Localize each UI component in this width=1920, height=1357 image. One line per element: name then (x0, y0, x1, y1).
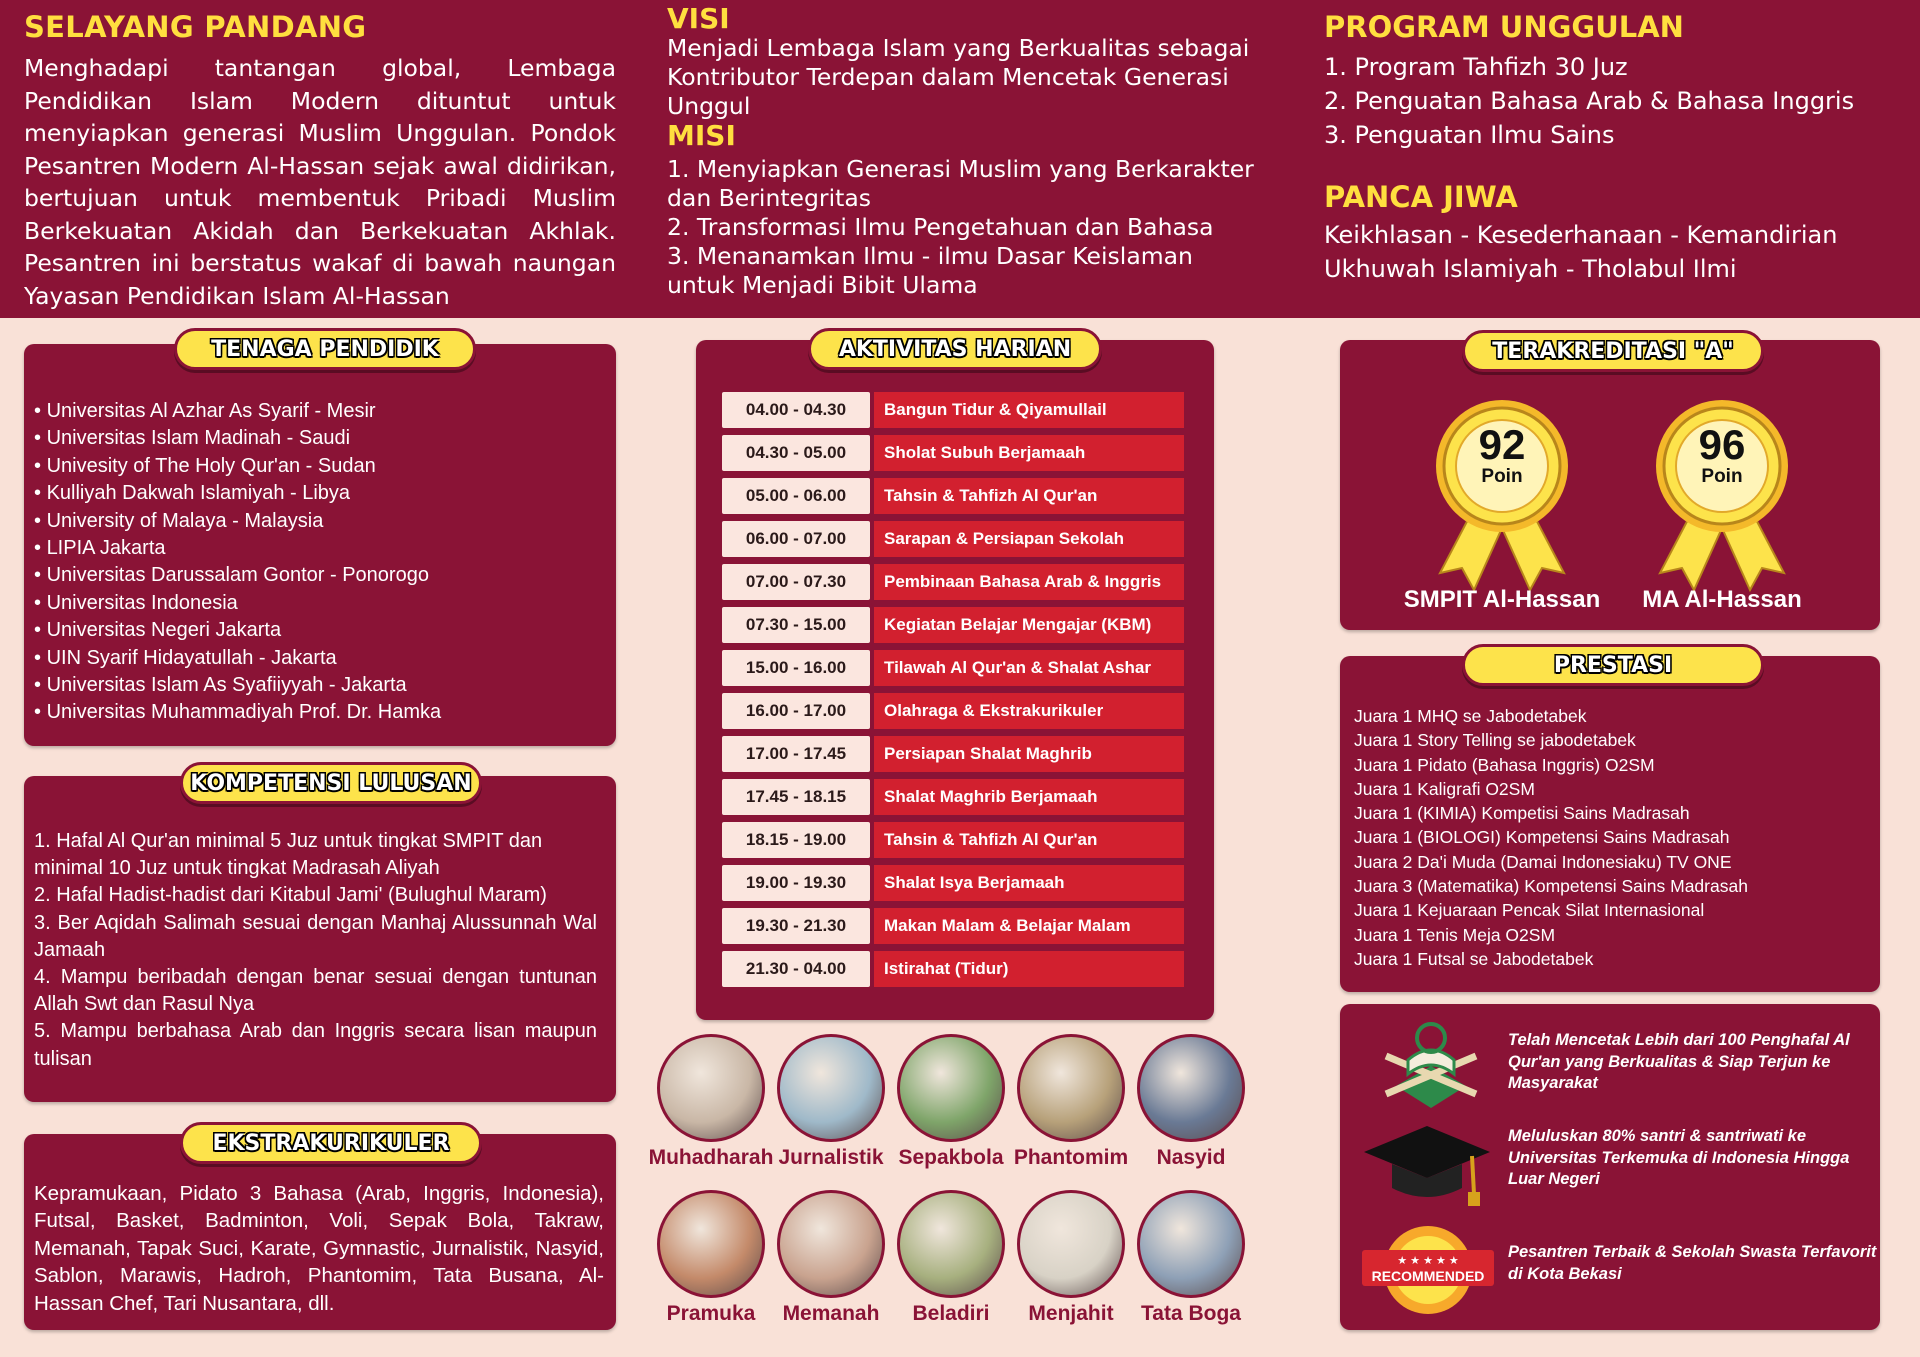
activity-photo (1006, 1190, 1136, 1326)
list-item: Juara 2 Da'i Muda (Damai Indonesiaku) TV ONE (1354, 851, 1732, 872)
schedule-time: 06.00 - 07.00 (722, 521, 870, 557)
activity-photo (1126, 1190, 1256, 1326)
schedule-row (722, 521, 1184, 557)
schedule-activity: Tahsin & Tahfizh Al Qur'an (874, 822, 1184, 858)
photo-label: Muhadharah (648, 1146, 774, 1169)
score-badge (1422, 398, 1582, 608)
photo-label: Memanah (782, 1302, 880, 1325)
schedule-activity: Sarapan & Persiapan Sekolah (874, 521, 1184, 557)
list-item: • Univesity of The Holy Qur'an - Sudan (34, 453, 441, 480)
kompetensi-item: 1. Hafal Al Qur'an minimal 5 Juz untuk tingkat SMPIT dan minimal 10 Juz untuk tingkat Madrasah Aliyah (34, 830, 543, 880)
list-item: • Universitas Darussalam Gontor - Ponorogo (34, 562, 441, 589)
misi-item: 2. Transformasi Ilmu Pengetahuan dan Bahasa (667, 213, 1214, 241)
score-value: 92 (1478, 421, 1526, 468)
schedule-time: 18.15 - 19.00 (722, 822, 870, 858)
list-item: • Universitas Muhammadiyah Prof. Dr. Hamka (34, 699, 441, 726)
list-item: Juara 1 MHQ se Jabodetabek (1354, 706, 1587, 726)
schedule-time: 07.30 - 15.00 (722, 607, 870, 643)
activity-photo (1126, 1034, 1256, 1170)
list-item: • Universitas Indonesia (34, 590, 441, 617)
photo-image (1137, 1034, 1245, 1142)
list-item: Juara 1 (KIMIA) Kompetisi Sains Madrasah (1354, 803, 1690, 824)
schedule-time: 16.00 - 17.00 (722, 693, 870, 729)
list-item: Juara 3 (Matematika) Kompetensi Sains Madrasah (1354, 876, 1748, 897)
list-item: • University of Malaya - Malaysia (34, 508, 441, 535)
achievement-text: Telah Mencetak Lebih dari 100 Penghafal Al Qur'an yang Berkualitas & Siap Terjun ke Masyarakat (1508, 1031, 1850, 1092)
photo-label: Jurnalistik (778, 1146, 884, 1169)
aktivitas-box (696, 340, 1214, 1020)
photo-label: Menjahit (1028, 1302, 1114, 1325)
list-item: Juara 1 Tenis Meja O2SM (1354, 924, 1556, 945)
top-band (0, 0, 1920, 318)
quran-icon (1376, 1016, 1486, 1112)
program-title: PROGRAM UNGGULAN (1324, 10, 1684, 44)
schedule-activity: Tahsin & Tahfizh Al Qur'an (874, 478, 1184, 514)
akreditasi-box (1340, 340, 1880, 630)
achievement-text: Meluluskan 80% santri & santriwati ke Universitas Terkemuka di Indonesia Hingga Luar Negeri (1508, 1127, 1850, 1188)
graduation-cap-icon (1362, 1122, 1492, 1212)
kompetensi-item: 2. Hafal Hadist-hadist dari Kitabul Jami' (Bulughul Maram) (34, 884, 547, 907)
photo-image (777, 1190, 885, 1298)
schedule-row (722, 779, 1184, 815)
schedule-row (722, 865, 1184, 901)
program-item: 3. Penguatan Ilmu Sains (1324, 121, 1615, 149)
achievement-text: Pesantren Terbaik & Sekolah Swasta Terfavorit di Kota Bekasi (1508, 1243, 1877, 1283)
schedule-time: 15.00 - 16.00 (722, 650, 870, 686)
schedule-activity: Bangun Tidur & Qiyamullail (874, 392, 1184, 428)
photo-image (1017, 1034, 1125, 1142)
program-item: 2. Penguatan Bahasa Arab & Bahasa Inggris (1324, 87, 1855, 115)
activity-photo (646, 1034, 776, 1170)
achievements-box (1340, 1004, 1880, 1330)
activity-photo (886, 1190, 1016, 1326)
schedule-activity: Kegiatan Belajar Mengajar (KBM) (874, 607, 1184, 643)
kompetensi-item: 5. Mampu berbahasa Arab dan Inggris secara lisan maupun tulisan (34, 1020, 597, 1070)
visi-title: VISI (667, 2, 730, 35)
photo-image (657, 1034, 765, 1142)
activity-photo (766, 1190, 896, 1326)
schedule-time: 04.30 - 05.00 (722, 435, 870, 471)
kompetensi-box (24, 776, 616, 1102)
kompetensi-title: KOMPETENSI LULUSAN (180, 762, 482, 804)
schedule-row (722, 607, 1184, 643)
kompetensi-item: 4. Mampu beribadah dengan benar sesuai dengan tuntunan Allah Swt dan Rasul Nya (34, 966, 597, 1016)
schedule-activity: Makan Malam & Belajar Malam (874, 908, 1184, 944)
schedule-activity: Pembinaan Bahasa Arab & Inggris (874, 564, 1184, 600)
schedule-time: 05.00 - 06.00 (722, 478, 870, 514)
misi-list (667, 155, 1267, 300)
schedule-activity: Shalat Isya Berjamaah (874, 865, 1184, 901)
schedule-activity: Olahraga & Ekstrakurikuler (874, 693, 1184, 729)
schedule-row (722, 392, 1184, 428)
activity-photo (646, 1190, 776, 1326)
schedule-time: 04.00 - 04.30 (722, 392, 870, 428)
tenaga-box (24, 344, 616, 746)
list-item: Juara 1 Futsal se Jabodetabek (1354, 948, 1594, 969)
list-item: • Universitas Al Azhar As Syarif - Mesir (34, 398, 441, 425)
school-label: MA Al-Hassan (1642, 586, 1802, 613)
list-item: • Universitas Negeri Jakarta (34, 617, 441, 644)
list-item: Juara 1 Pidato (Bahasa Inggris) O2SM (1354, 754, 1655, 775)
prestasi-list (1354, 704, 1748, 971)
schedule-row (722, 908, 1184, 944)
akreditasi-title: TERAKREDITASI "A" (1462, 330, 1764, 372)
selayang-section (24, 10, 616, 312)
activity-photo (766, 1034, 896, 1170)
seal-text: RECOMMENDED (1371, 1268, 1485, 1284)
panca-line: Keikhlasan - Kesederhanaan - Kemandirian (1324, 221, 1838, 249)
prestasi-box (1340, 656, 1880, 992)
ekstra-text: Kepramukaan, Pidato 3 Bahasa (Arab, Inggris, Indonesia), Futsal, Basket, Badminton, Voli, Sepak Bola, Takraw, Memanah, Tapak Suci, Karate, Gymnastic, Jurnalistik, Nasyid, Sablon, Marawis, Hadroh, Phantomim, Tata Busana, Al-Hassan Chef, Tari Nusantara, dll. (34, 1182, 604, 1315)
prestasi-title: PRESTASI (1462, 644, 1764, 686)
score-unit: Poin (1701, 466, 1743, 487)
list-item: • Kulliyah Dakwah Islamiyah - Libya (34, 480, 441, 507)
list-item: • UIN Syarif Hidayatullah - Jakarta (34, 645, 441, 672)
aktivitas-title: AKTIVITAS HARIAN (808, 328, 1102, 370)
score-unit: Poin (1481, 466, 1523, 487)
photo-image (897, 1190, 1005, 1298)
list-item: Juara 1 Kejuaraan Pencak Silat Internasional (1354, 900, 1705, 921)
seal-stars: ★ ★ ★ ★ ★ (1397, 1255, 1459, 1267)
schedule-time: 17.00 - 17.45 (722, 736, 870, 772)
ekstra-title: EKSTRAKURIKULER (180, 1122, 482, 1164)
selayang-title: SELAYANG PANDANG (24, 10, 367, 44)
schedule-row (722, 564, 1184, 600)
photo-label: Phantomim (1013, 1146, 1129, 1169)
list-item: • Universitas Islam Madinah - Saudi (34, 425, 441, 452)
kompetensi-item: 3. Ber Aqidah Salimah sesuai dengan Manhaj Alussunnah Wal Jamaah (34, 911, 597, 961)
schedule-row (722, 650, 1184, 686)
schedule-activity: Tilawah Al Qur'an & Shalat Ashar (874, 650, 1184, 686)
score-value: 96 (1698, 421, 1746, 468)
list-item: • LIPIA Jakarta (34, 535, 441, 562)
schedule-time: 07.00 - 07.30 (722, 564, 870, 600)
misi-title: MISI (667, 119, 736, 152)
photo-image (657, 1190, 765, 1298)
score-badge (1642, 398, 1802, 608)
photo-label: Tata Boga (1141, 1302, 1241, 1325)
program-section (1324, 10, 1894, 286)
selayang-text: Menghadapi tantangan global, Lembaga Pendidikan Islam Modern dituntut untuk menyiapkan generasi Muslim Unggulan. Pondok Pesantren Modern Al-Hassan sejak awal didirikan, bertujuan untuk membentuk Pribadi Muslim Berkekuatan Akidah dan Berkekuatan Akhlak. Pesantren ini berstatus wakaf di bawah naungan Yayasan Pendidikan Islam Al-Hassan (24, 54, 616, 310)
photo-image (777, 1034, 885, 1142)
list-item: Juara 1 Story Telling se jabodetabek (1354, 730, 1636, 751)
program-item: 1. Program Tahfizh 30 Juz (1324, 53, 1628, 81)
program-list (1324, 50, 1894, 152)
photo-label: Pramuka (666, 1302, 756, 1325)
visi-misi-section (667, 4, 1267, 300)
schedule-time: 19.00 - 19.30 (722, 865, 870, 901)
schedule-time: 19.30 - 21.30 (722, 908, 870, 944)
tenaga-list (34, 398, 441, 727)
schedule-row (722, 693, 1184, 729)
schedule-row (722, 478, 1184, 514)
list-item: • Universitas Islam As Syafiiyyah - Jakarta (34, 672, 441, 699)
list-item: Juara 1 Kaligrafi O2SM (1354, 778, 1535, 799)
schedule-row (722, 822, 1184, 858)
panca-line: Ukhuwah Islamiyah - Tholabul Ilmi (1324, 255, 1737, 283)
misi-item: 1. Menyiapkan Generasi Muslim yang Berkarakter dan Berintegritas (667, 155, 1254, 212)
schedule-activity: Persiapan Shalat Maghrib (874, 736, 1184, 772)
schedule-time: 21.30 - 04.00 (722, 951, 870, 987)
photo-label: Nasyid (1156, 1146, 1226, 1169)
photo-image (1017, 1190, 1125, 1298)
photo-image (897, 1034, 1005, 1142)
photo-image (1137, 1190, 1245, 1298)
activity-photo (1006, 1034, 1136, 1170)
activity-photo (886, 1034, 1016, 1170)
photo-label: Sepakbola (898, 1146, 1004, 1169)
schedule-activity: Sholat Subuh Berjamaah (874, 435, 1184, 471)
schedule-activity: Shalat Maghrib Berjamaah (874, 779, 1184, 815)
schedule-row (722, 435, 1184, 471)
misi-item: 3. Menanamkan Ilmu - ilmu Dasar Keislaman untuk Menjadi Bibit Ulama (667, 242, 1193, 299)
school-label: SMPIT Al-Hassan (1403, 586, 1601, 613)
schedule-time: 17.45 - 18.15 (722, 779, 870, 815)
panca-title: PANCA JIWA (1324, 180, 1518, 214)
list-item: Juara 1 (BIOLOGI) Kompetensi Sains Madrasah (1354, 827, 1730, 848)
schedule-activity: Istirahat (Tidur) (874, 951, 1184, 987)
visi-text: Menjadi Lembaga Islam yang Berkualitas sebagai Kontributor Terdepan dalam Mencetak Generasi Unggul (667, 34, 1250, 120)
schedule-table (722, 392, 1184, 994)
photo-label: Beladiri (912, 1302, 990, 1325)
schedule-row (722, 951, 1184, 987)
schedule-row (722, 736, 1184, 772)
tenaga-title: TENAGA PENDIDIK (174, 328, 476, 370)
